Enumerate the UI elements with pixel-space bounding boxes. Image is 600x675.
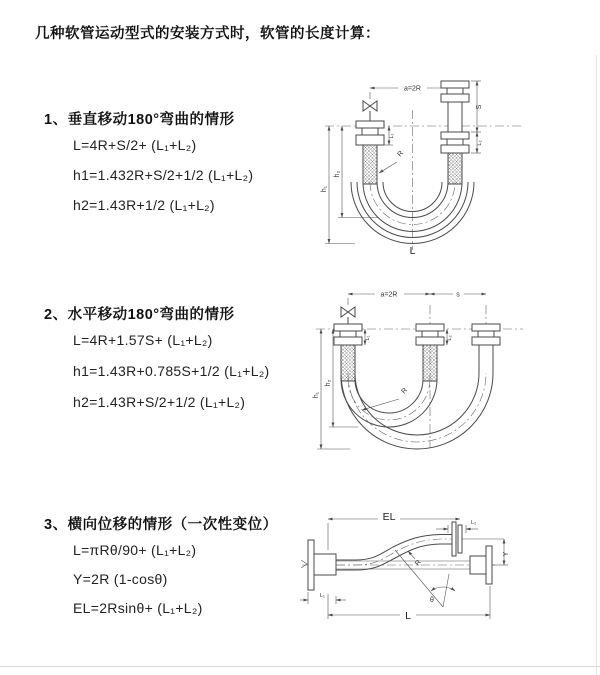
page-edge-right (596, 55, 597, 675)
dim-label-length: L (409, 245, 416, 256)
dim-label-h1: h₁ (321, 185, 328, 193)
braided-hose-section-left (363, 145, 377, 184)
dim-fitting-mid (447, 329, 453, 345)
dim-label-theta: θ (430, 597, 434, 604)
dim-label-l2: L₂ (471, 520, 477, 526)
dim-fitting-left (300, 592, 346, 604)
mid-flange (416, 324, 444, 345)
dim-label-l2: L₂ (477, 140, 483, 146)
pipe-break-mark (301, 560, 307, 568)
right-flange-displaced (452, 522, 462, 556)
braided-hose-section-mid (423, 345, 437, 381)
left-flange (334, 324, 362, 345)
dim-label-r: R (414, 558, 423, 568)
dim-label-s: S (476, 104, 483, 110)
dim-label-l1: L₁ (365, 335, 371, 341)
valve-icon (341, 307, 355, 324)
dim-label-h2: h₂ (334, 170, 341, 178)
right-flange-lower (441, 132, 469, 153)
right-flange-original (470, 546, 492, 584)
section-1-formula-L: L=4R+S/2+ (L₁+L₂) (73, 137, 197, 153)
dim-fitting-left (365, 329, 371, 345)
section-2-formula-L: L=4R+1.57S+ (L₁+L₂) (73, 332, 213, 348)
right-pipe-stem (448, 102, 462, 132)
hose-s-curve (336, 535, 452, 571)
section-1-heading: 1、垂直移动180°弯曲的情形 (44, 112, 235, 128)
dim-label-length: L (405, 610, 411, 622)
hose-u-bend-shifted (341, 345, 493, 449)
page-title: 几种软管运动型式的安装方式时，软管的长度计算： (35, 26, 380, 42)
section-2-formula-h2: h2=1.43R+S/2+1/2 (L₁+L₂) (73, 394, 246, 410)
dim-label-h1: h₁ (313, 391, 320, 399)
section-3-formula-Y: Y=2R (1-cosθ) (73, 571, 168, 587)
right-flange (472, 324, 500, 345)
left-flange (356, 121, 384, 145)
dim-stroke-s (471, 81, 483, 132)
section-2-heading: 2、水平移动180°弯曲的情形 (44, 307, 235, 323)
dim-label-h2: h₂ (325, 379, 332, 387)
dim-label-l1: L₁ (389, 133, 395, 139)
dim-shift-s (430, 289, 486, 299)
left-flange (308, 540, 336, 590)
section-3-formula-L: L=πRθ/90+ (L₁+L₂) (73, 542, 197, 558)
dim-label-r: R (396, 149, 405, 159)
dim-angle-theta (395, 550, 455, 607)
section-1-formula-h2: h2=1.43R+1/2 (L₁+L₂) (73, 197, 215, 213)
dim-fitting-right (471, 132, 483, 153)
section-1-formula-h1: h1=1.432R+S/2+1/2 (L₁+L₂) (73, 167, 254, 183)
braided-hose-section-right (448, 153, 462, 184)
page-edge-bottom (0, 666, 600, 667)
diagram-horizontal-180-bend (308, 283, 570, 453)
dim-offset-y (492, 539, 510, 565)
dim-label-l1: L₁ (320, 593, 325, 599)
dim-length (328, 586, 490, 622)
dim-width-a2r (348, 289, 430, 305)
diagram-vertical-180-bend (313, 74, 563, 256)
right-flange-upper (441, 81, 469, 102)
dim-label-a2r: a=2R (380, 291, 398, 299)
section-2-formula-h1: h1=1.43R+0.785S+1/2 (L₁+L₂) (73, 363, 270, 379)
dim-radius (379, 150, 405, 173)
dim-fitting-right (436, 520, 478, 533)
dim-label-el: EL (382, 511, 396, 523)
dim-label-r: R (400, 386, 409, 396)
dim-h1 (321, 126, 355, 244)
valve-icon (363, 101, 377, 121)
dim-label-y: Y (503, 551, 510, 557)
hose-u-bend-original (341, 379, 437, 427)
section-3-heading: 3、横向位移的情形（一次性变位） (44, 517, 278, 533)
section-3-formula-EL: EL=2Rsinθ+ (L₁+L₂) (73, 600, 203, 616)
diagram-lateral-displacement (300, 502, 540, 652)
dim-label-l2: L₂ (447, 335, 453, 341)
dim-label-shift: s (456, 291, 460, 299)
dim-label-a2r: a=2R (404, 85, 421, 93)
